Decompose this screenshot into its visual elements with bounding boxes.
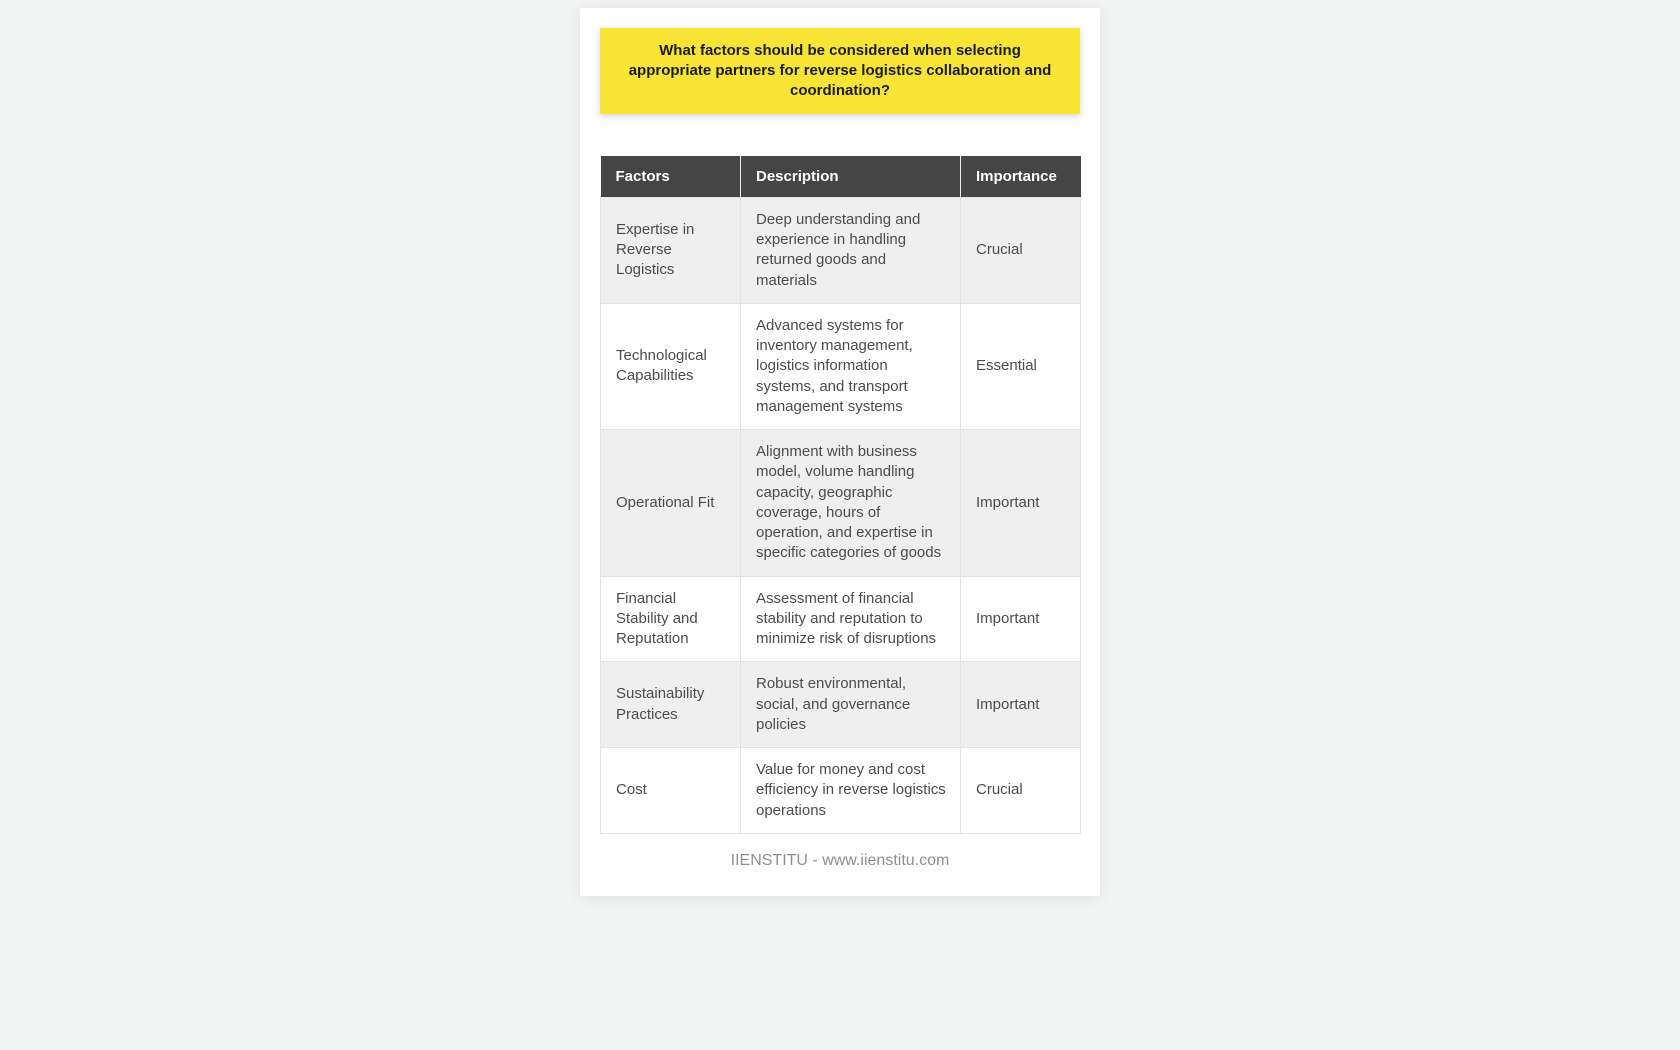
description-cell: Deep understanding and experience in handling returned goods and materials [741, 197, 961, 303]
table-row [601, 197, 1081, 303]
description-cell: Robust environmental, social, and governance policies [741, 662, 961, 748]
header-cell-importance: Importance [961, 156, 1081, 198]
table-row [601, 430, 1081, 577]
importance-cell: Crucial [961, 748, 1081, 834]
question-banner [600, 28, 1080, 114]
footer-credit: IIENSTITU - www.iienstitu.com [730, 851, 950, 869]
factor-cell: Technological Capabilities [601, 303, 741, 429]
factor-cell: Operational Fit [601, 430, 741, 577]
question-text: What factors should be considered when selecting appropriate partners for reverse logistics collaboration and coordination? [628, 42, 1052, 99]
header-cell-factors: Factors [601, 156, 741, 198]
table-row [601, 303, 1081, 429]
importance-cell: Important [961, 662, 1081, 748]
factors-table [600, 156, 1081, 834]
importance-cell: Important [961, 576, 1081, 662]
factor-cell: Financial Stability and Reputation [601, 576, 741, 662]
table-row [601, 576, 1081, 662]
table-row [601, 748, 1081, 834]
description-cell: Assessment of financial stability and reputation to minimize risk of disruptions [741, 576, 961, 662]
content-card [580, 8, 1100, 896]
importance-cell: Essential [961, 303, 1081, 429]
table-header-row [601, 156, 1081, 198]
factor-cell: Expertise in Reverse Logistics [601, 197, 741, 303]
factor-cell: Sustainability Practices [601, 662, 741, 748]
header-cell-description: Description [741, 156, 961, 198]
description-cell: Advanced systems for inventory management, logistics information systems, and transport management systems [741, 303, 961, 429]
table-row [601, 662, 1081, 748]
description-cell: Value for money and cost efficiency in reverse logistics operations [741, 748, 961, 834]
factor-cell: Cost [601, 748, 741, 834]
importance-cell: Crucial [961, 197, 1081, 303]
importance-cell: Important [961, 430, 1081, 577]
description-cell: Alignment with business model, volume handling capacity, geographic coverage, hours of operation, and expertise in specific categories of goods [741, 430, 961, 577]
